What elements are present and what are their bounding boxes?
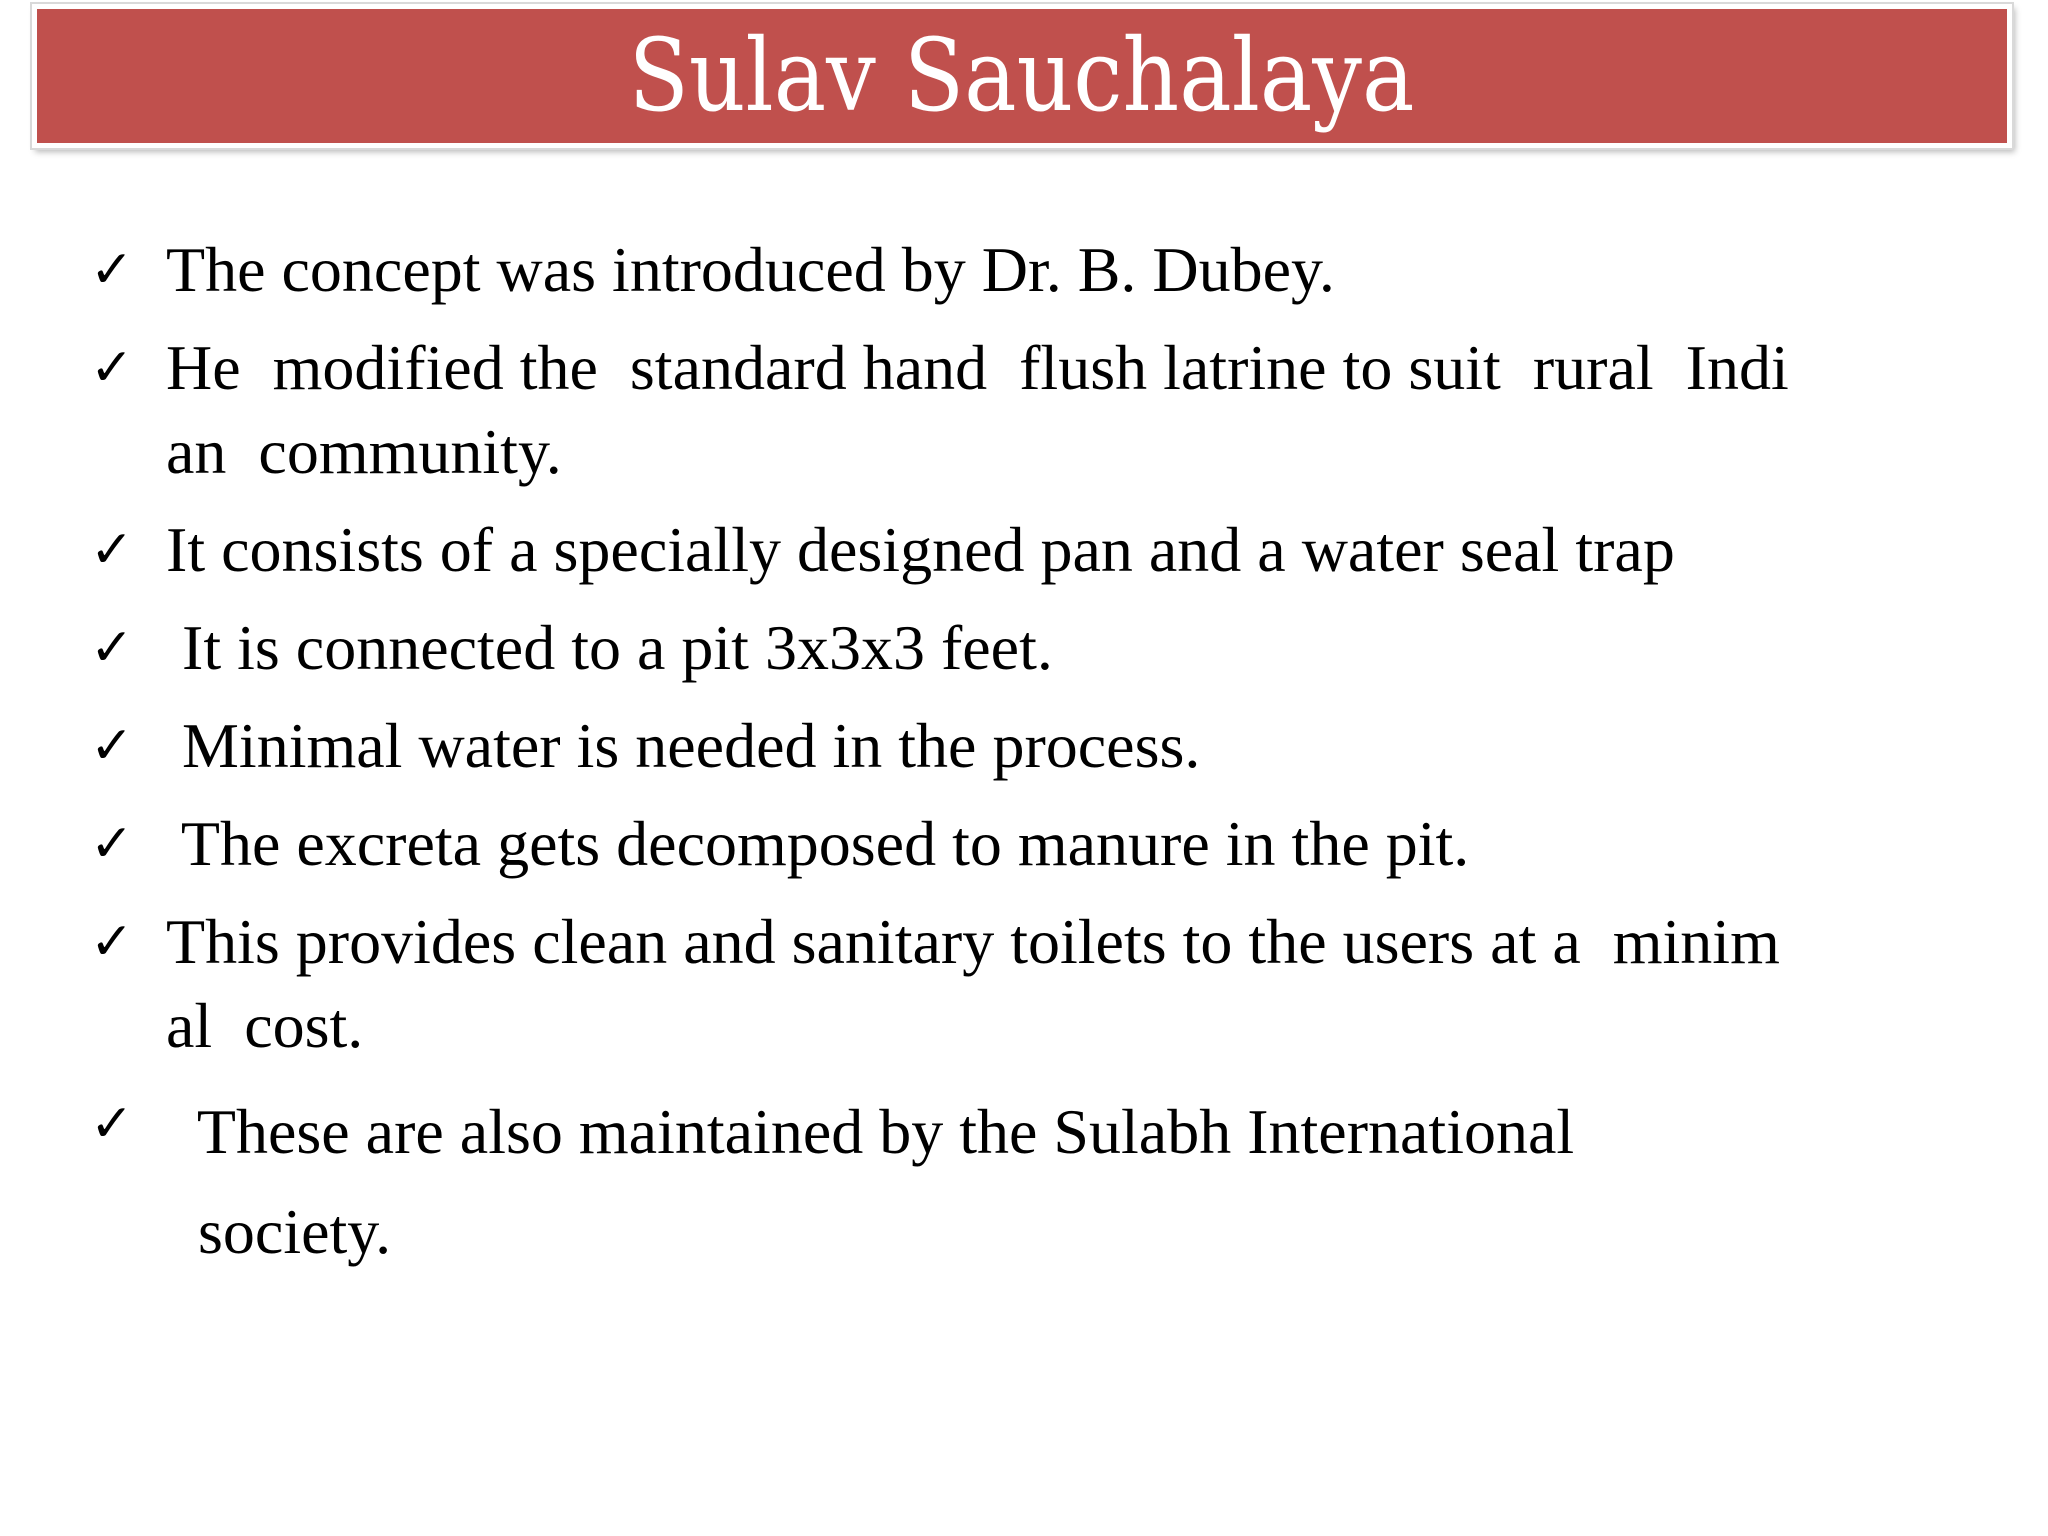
checkmark-icon: ✓ <box>90 814 134 874</box>
checkmark-icon: ✓ <box>90 716 134 776</box>
checkmark-icon: ✓ <box>90 618 134 678</box>
checkmark-icon: ✓ <box>90 912 134 972</box>
bullet-item <box>90 802 2010 886</box>
bullet-item <box>90 900 2010 1068</box>
slide-title: Sulav Sauchalaya <box>629 17 1415 134</box>
bullet-item <box>90 606 2010 690</box>
bullet-text: Minimal water is needed in the process. <box>166 710 1201 781</box>
bullet-text: He modified the standard hand flush latrine to suit rural Indi an community. <box>166 332 1789 487</box>
checkmark-icon: ✓ <box>90 338 134 398</box>
bullet-item <box>90 508 2010 592</box>
checkmark-icon: ✓ <box>90 1094 134 1154</box>
bullet-item <box>90 1082 2010 1282</box>
bullet-item <box>90 704 2010 788</box>
checkmark-icon: ✓ <box>90 240 134 300</box>
bullet-item <box>90 326 2010 494</box>
bullet-item <box>90 228 2010 312</box>
bullet-text: The concept was introduced by Dr. B. Dubey. <box>166 234 1335 305</box>
bullet-text: It consists of a specially designed pan and a water seal trap <box>166 514 1675 585</box>
bullet-text: This provides clean and sanitary toilets to the users at a minim al cost. <box>166 906 1780 1061</box>
title-banner <box>32 4 2012 148</box>
bullet-list <box>90 228 2010 1282</box>
bullet-text: These are also maintained by the Sulabh International society. <box>166 1096 1575 1267</box>
bullet-text: It is connected to a pit 3x3x3 feet. <box>166 612 1053 683</box>
bullet-text: The excreta gets decomposed to manure in the pit. <box>166 808 1470 879</box>
checkmark-icon: ✓ <box>90 520 134 580</box>
